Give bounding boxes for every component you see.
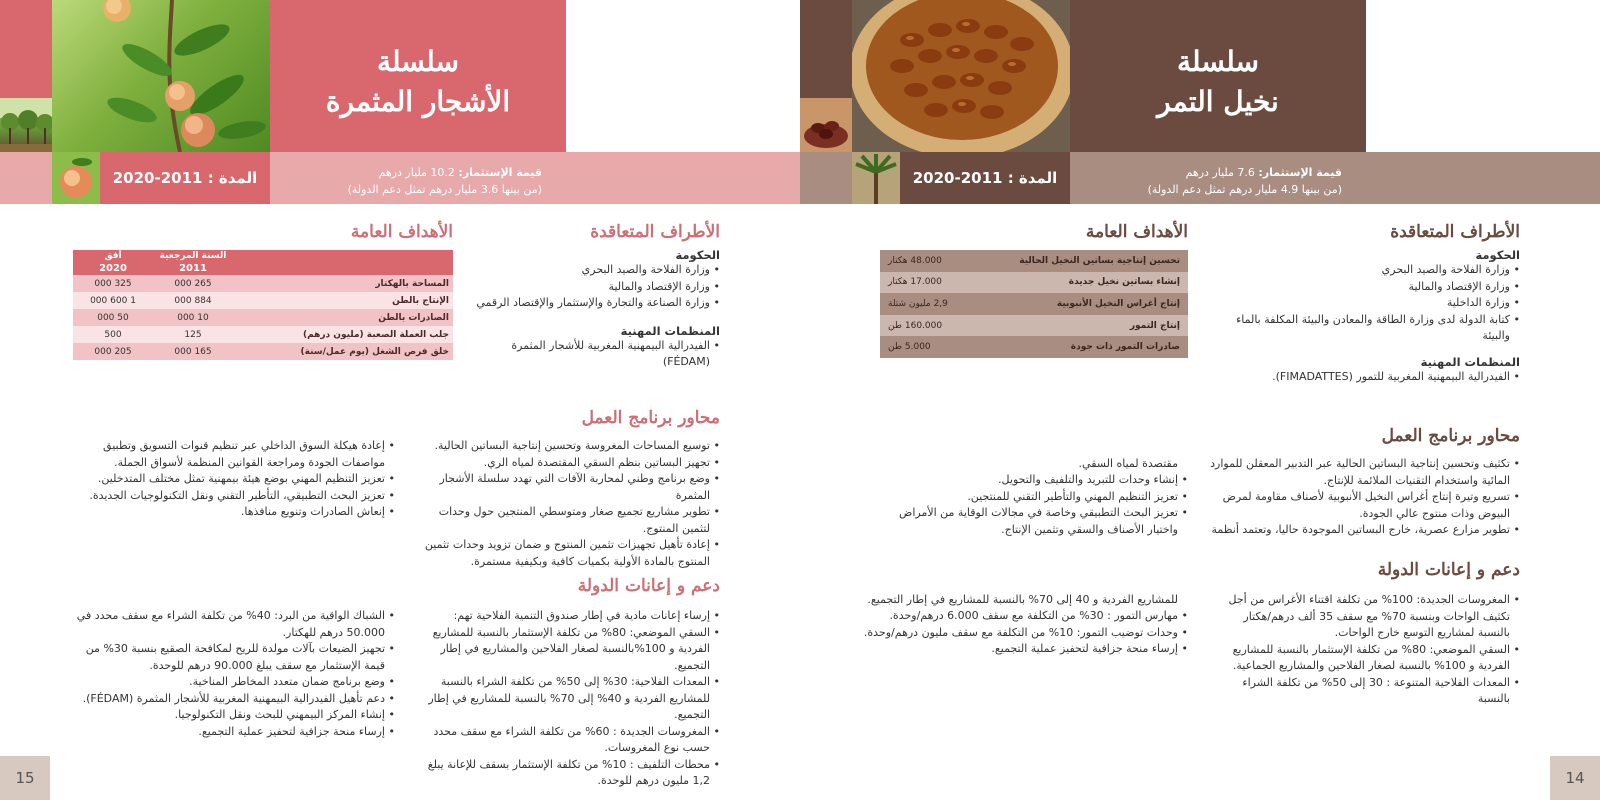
peach-tree-photo [52, 0, 270, 152]
left-objectives-table [73, 250, 453, 360]
right-program-col1 [1210, 456, 1520, 539]
right-org-heading: المنظمات المهنية [1420, 354, 1520, 369]
list-item: • وزارة الفلاحة والصيد البحري [1220, 262, 1520, 279]
list-item: • إرساء إعانات مادية في إطار صندوق التنمية الفلاحية تهم: [408, 608, 720, 625]
left-investment [290, 164, 542, 198]
right-support-heading: دعم و إعانات الدولة [1377, 560, 1520, 580]
right-program-col2 [880, 472, 1188, 538]
list-item: • وزارة الإقتصاد والمالية [470, 279, 720, 296]
left-investment-note: (من بينها 3.6 مليار درهم تمثل دعم الدولة) [347, 183, 542, 196]
right-support-col2-continuation: للمشاريع الفردية و 40 إلى 70% بالنسبة للمشاريع في إطار التجميع. [867, 593, 1178, 606]
left-page-number: 15 [0, 756, 50, 800]
list-item: • تعزيز البحث التطبيقي، التأطير التقني ونقل التكنولوجيات الجديدة. [73, 488, 395, 505]
right-program-col2-continuation: مقتصدة لمياه السقي. [1078, 457, 1178, 470]
list-item: • إعادة هيكلة السوق الداخلي عبر تنظيم قنوات التسويق وتطبيق مواصفات الجودة ومراجعة القوانين المنظمة لأسواق الجملة. [73, 438, 395, 471]
left-support-col2 [73, 608, 395, 740]
right-org-list [1220, 369, 1520, 386]
left-series-title [270, 42, 566, 122]
list-item: • الشباك الواقية من البرد: 40% من تكلفة الشراء مع سقف محدد في 50.000 درهم للهكتار. [73, 608, 395, 641]
list-item: • تجهيز البساتين بنظم السقي المقتصدة لمياه الري. [408, 455, 720, 472]
list-item: • إنعاش الصادرات وتنويع منافذها. [73, 504, 395, 521]
right-support-col1 [1210, 592, 1520, 708]
left-investment-value: 10.2 مليار درهم [378, 166, 455, 179]
left-objectives-heading: الأهداف العامة [350, 222, 453, 242]
list-item: • دعم تأهيل الفيدرالية البيمهنية المغربية للأشجار المثمرة (FÉDAM). [73, 691, 395, 708]
left-support-heading: دعم و إعانات الدولة [577, 576, 720, 596]
list-item: • الفيدرالية البيمهنية المغربية للأشجار المثمرة (FÉDAM) [470, 338, 720, 371]
left-org-list [470, 338, 720, 371]
list-item: • تطوير مزارع عصرية، خارج البساتين الموجودة حاليا، وتعتمد أنظمة [1210, 522, 1520, 539]
list-item: • تعزيز البحث التطبيقي وخاصة في مجالات الوقاية من الأمراض واختيار الأصناف والسقي وتثمين الإنتاج. [880, 505, 1188, 538]
list-item: • وحدات توضيب التمور: 10% من التكلفة مع سقف مليون درهم/وحدة. [860, 625, 1188, 642]
left-program-col1 [408, 438, 720, 570]
right-title-line2: نخيل التمر [1157, 85, 1279, 118]
left-program-col2 [73, 438, 395, 521]
left-program-heading: محاور برنامج العمل [581, 408, 720, 428]
left-investment-label: قيمة الإستثمار: [458, 166, 542, 179]
dates-bowl-small-photo [800, 98, 852, 152]
right-gov-heading: الحكومة [1475, 248, 1520, 262]
list-item: • وزارة الفلاحة والصيد البحري [470, 262, 720, 279]
list-item: • وضع برنامج ضمان متعدد المخاطر المناخية. [73, 674, 395, 691]
list-item: • المغروسات الجديدة: 100% من تكلفة اقتناء الأغراس من أجل تكثيف الواحات وبنسبة 70% مع سقف 35 ألف درهم/هكتار بالنسبة لمشاريع التوسع خارج الواحات. [1210, 592, 1520, 642]
list-item: • المعدات الفلاحية المتنوعة : 30 إلى 50% من تكلفة الشراء بالنسبة [1210, 675, 1520, 708]
right-objectives-heading: الأهداف العامة [1085, 222, 1188, 242]
right-page-number: 14 [1550, 756, 1600, 800]
list-item: • وضع برنامج وطني لمحاربة الآفات التي تهدد سلسلة الأشجار المثمرة [408, 471, 720, 504]
left-objectives-section [73, 222, 453, 360]
left-org-heading: المنظمات المهنية [620, 323, 720, 338]
table-row: الإنتاج بالطن 884 000 1 600 000 [73, 292, 453, 309]
table-row: تحسين إنتاجية بساتين النخيل الحالية 48.000 هكتار [880, 250, 1188, 272]
right-page [800, 0, 1600, 800]
list-item: • توسيع المساحات المغروسة وتحسين إنتاجية البساتين الحالية. [408, 438, 720, 455]
list-item: • إعادة تأهيل تجهيزات تثمين المنتوج و ضمان تزويد وحدات تثمين المنتوج بالمادة الأولية بكميات كافية وبكيفية مستمرة. [408, 537, 720, 570]
table-row: المساحة بالهكتار 265 000 325 000 [73, 275, 453, 292]
list-item: • محطات التلفيف : 10% من تكلفة الإستثمار بسقف للإعانة يبلغ 1,2 مليون درهم للوحدة. [408, 757, 720, 790]
table-row: جلب العملة الصعبة (مليون درهم) 125 500 [73, 326, 453, 343]
col-target-label: أفق [73, 250, 153, 262]
left-contracting-heading: الأطراف المتعاقدة [590, 222, 720, 242]
list-item: • تطوير مشاريع تجميع صغار ومتوسطي المنتجين حول وحدات لتثمين المنتوج. [408, 504, 720, 537]
table-row: إنتاج أغراس النخيل الأنبوبية 2,9 مليون شتلة [880, 293, 1188, 315]
list-item: • وزارة الصناعة والتجارة والإستثمار والإقتصاد الرقمي [470, 295, 720, 312]
list-item: • مهارس التمور : 30% من التكلفة مع سقف 6.000 درهم/وحدة. [860, 608, 1188, 625]
left-gov-list [470, 262, 720, 312]
peach-fruit-photo [52, 152, 100, 204]
left-contracting-section [470, 222, 720, 371]
list-item: • إرساء منحة جزافية لتحفيز عملية التجميع. [860, 641, 1188, 658]
list-item: • تسريع وتيرة إنتاج أغراس النخيل الأنبوبية لأصناف مقاومة لمرض البيوض وذات منتوج عالي الجودة. [1210, 489, 1520, 522]
palm-tree-photo [852, 152, 900, 204]
right-period: المدة : 2011-2020 [912, 169, 1058, 187]
right-investment-value: 7.6 مليار درهم [1185, 166, 1255, 179]
list-item: • الفيدرالية البيمهنية المغربية للتمور (FIMADATTES). [1220, 369, 1520, 386]
right-investment [1090, 164, 1342, 198]
right-objectives-table [880, 250, 1188, 358]
list-item: • السقي الموضعي: 80% من تكلفة الإستثمار بالنسبة للمشاريع الفردية و 100%بالنسبة لصغار الفلاحين والمشاريع في إطار التجميع. [408, 625, 720, 675]
right-investment-label: قيمة الإستثمار: [1258, 166, 1342, 179]
right-series-title [1070, 42, 1366, 122]
list-item: • السقي الموضعي: 80% من تكلفة الإستثمار بالنسبة للمشاريع الفردية و 100% بالنسبة لصغار الفلاحين والمشاريع الجماعية. [1210, 642, 1520, 675]
left-title-line1: سلسلة [377, 45, 459, 78]
right-objectives-section [880, 222, 1188, 358]
list-item: • كتابة الدولة لدى وزارة الطاقة والمعادن والبيئة المكلفة بالماء والبيئة [1220, 312, 1520, 345]
right-gov-list [1220, 262, 1520, 345]
list-item: • وزارة الإقتصاد والمالية [1220, 279, 1520, 296]
table-row: صادرات التمور ذات جودة 5.000 طن [880, 336, 1188, 358]
left-gov-heading: الحكومة [675, 248, 720, 262]
right-contracting-section [1220, 222, 1520, 385]
list-item: • المعدات الفلاحية: 30% إلى 50% من تكلفة الشراء بالنسبة للمشاريع الفردية و 40% إلى 70% بالنسبة للمشاريع في إطار التجميع. [408, 674, 720, 724]
table-row: خلق فرص الشغل (يوم عمل/سنة) 165 000 205 000 [73, 343, 453, 360]
col-ref-year: 2011 [153, 262, 233, 275]
left-title-line2: الأشجار المثمرة [325, 85, 511, 118]
left-support-col1 [408, 608, 720, 790]
list-item: • تكثيف وتحسين إنتاجية البساتين الحالية عبر التدبير المعقلن للموارد المائية واستخدام التقنيات الملائمة للإنتاج. [1210, 456, 1520, 489]
list-item: • تعزيز التنظيم المهني والتأطير التقني للمنتجين. [880, 489, 1188, 506]
right-investment-note: (من بينها 4.9 مليار درهم تمثل دعم الدولة) [1147, 183, 1342, 196]
dates-basket-photo [852, 0, 1070, 152]
list-item: • إنشاء وحدات للتبريد والتلفيف والتحويل. [880, 472, 1188, 489]
list-item: • إنشاء المركز البيمهني للبحث ونقل التكنولوجيا. [73, 707, 395, 724]
table-row: إنشاء بساتين نخيل جديدة 17.000 هكتار [880, 272, 1188, 294]
right-title-line1: سلسلة [1177, 45, 1259, 78]
right-program-heading: محاور برنامج العمل [1381, 426, 1520, 446]
right-contracting-heading: الأطراف المتعاقدة [1390, 222, 1520, 242]
list-item: • تجهيز الضيعات بآلات مولدة للريح لمكافحة الصقيع بنسبة 30% من قيمة الإستثمار مع سقف يبلغ 90.000 درهم للوحدة. [73, 641, 395, 674]
table-row: الصادرات بالطن 10 000 50 000 [73, 309, 453, 326]
col-target-year: 2020 [73, 262, 153, 275]
table-row: إنتاج التمور 160.000 طن [880, 315, 1188, 337]
list-item: • وزارة الداخلية [1220, 295, 1520, 312]
left-period: المدة : 2011-2020 [112, 169, 258, 187]
right-support-col2 [860, 608, 1188, 658]
orchard-photo [0, 98, 52, 152]
col-ref-year-label: السنة المرجعية [153, 250, 233, 262]
list-item: • المغروسات الجديدة : 60% من تكلفة الشراء مع سقف محدد حسب نوع المغروسات. [408, 724, 720, 757]
list-item: • إرساء منحة جزافية لتحفيز عملية التجميع. [73, 724, 395, 741]
list-item: • تعزيز التنظيم المهني بوضع هيئة بيمهنية تمثل مختلف المتدخلين. [73, 471, 395, 488]
